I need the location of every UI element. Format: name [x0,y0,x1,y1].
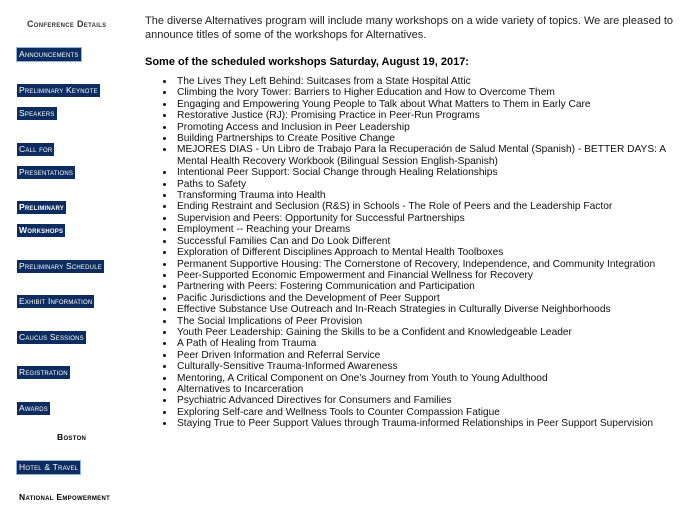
list-item: • Partnering with Peers: Fostering Communication and Participation [175,281,697,292]
list-item: • Alternatives to Incarceration [175,384,697,395]
list-item: • Staying True to Peer Support Values through Trauma-informed Relationships in Peer Support Supervision [175,418,697,429]
sidebar-nav [0,0,140,509]
list-item: • Exploring Self-care and Wellness Tools to Counter Compassion Fatigue [175,407,697,418]
sidebar-link-speakers[interactable]: Speakers [19,108,55,118]
list-item: • Successful Families Can and Do Look Different [175,236,697,247]
list-item: • Employment -- Reaching your Dreams [175,224,697,235]
list-item: • Permanent Supportive Housing: The Cornerstone of Recovery, Independence, and Community Integration [175,259,697,270]
list-item: • Peer-Supported Economic Empowerment and Financial Wellness for Recovery [175,270,697,281]
main-content [145,14,697,430]
sidebar-link-call-for[interactable]: Call for [19,144,53,154]
list-item: • Intentional Peer Support: Social Change through Healing Relationships [175,167,697,178]
list-item: • Restorative Justice (RJ): Promising Practice in Peer-Run Programs [175,110,697,121]
sidebar-link-preliminary-keynote[interactable]: Preliminary Keynote [19,85,98,95]
list-item: • Supervision and Peers: Opportunity for Successful Partnerships [175,213,697,224]
sidebar-link-presentations[interactable]: Presentations [19,167,74,177]
sidebar-link-caucus-sessions[interactable]: Caucus Sessions [19,332,84,342]
list-item: • Youth Peer Leadership: Gaining the Skills to be a Confident and Knowledgeable Leader [175,327,697,338]
list-item: • Effective Substance Use Outreach and In-Reach Strategies in Culturally Diverse Neighborhoods [175,304,697,315]
sidebar-label-national-empowerment: National Empowerment [19,492,111,502]
list-item: • The Social Implications of Peer Provision [175,316,697,327]
list-item: • Engaging and Empowering Young People to Talk about What Matters to Them in Early Care [175,99,697,110]
list-item: • Mentoring, A Critical Component on One's Journey from Youth to Young Adulthood [175,373,697,384]
list-item: • Building Partnerships to Create Positive Change [175,133,697,144]
list-item: • Ending Restraint and Seclusion (R&S) in Schools - The Role of Peers and the Leadership Factor [175,201,697,212]
list-item: • Paths to Safety [175,179,697,190]
list-item: • Transforming Trauma into Health [175,190,697,201]
sidebar-link-awards[interactable]: Awards [19,403,48,413]
sidebar-link-announcements[interactable]: Announcements [19,49,79,59]
sidebar-link-registration[interactable]: Registration [19,367,68,377]
list-item: • Culturally-Sensitive Trauma-Informed Awareness [175,361,697,372]
workshops-subheading: Some of the scheduled workshops Saturday, August 19, 2017: [145,56,469,68]
intro-paragraph: The diverse Alternatives program will include many workshops on a wide variety of topics. We are pleased to announce titles of some of the workshops for Alternatives. [145,15,674,41]
sidebar-link-hotel-travel[interactable]: Hotel & Travel [19,462,79,472]
list-item: • Peer Driven Information and Referral Service [175,350,697,361]
sidebar-link-preliminary-schedule[interactable]: Preliminary Schedule [19,261,102,271]
list-item: • The Lives They Left Behind: Suitcases from a State Hospital Attic [175,76,697,87]
workshop-list [145,76,697,430]
sidebar-label-boston: Boston [57,432,87,442]
list-item: • Exploration of Different Disciplines Approach to Mental Health Toolboxes [175,247,697,258]
list-item: • A Path of Healing from Trauma [175,338,697,349]
list-item: • Psychiatric Advanced Directives for Consumers and Families [175,395,697,406]
list-item: • Promoting Access and Inclusion in Peer Leadership [175,122,697,133]
list-item: • MEJORES DIAS - Un Libro de Trabajo Para la Recuperación de Salud Mental (Spanish) - BETTER DAYS: A Mental Health Recovery Workbook (Bilingual Session English-Spanish) [175,144,697,167]
list-item: • Climbing the Ivory Tower: Barriers to Higher Education and How to Overcome Them [175,87,697,98]
sidebar-link-preliminary[interactable]: Preliminary [19,202,64,212]
sidebar-heading: Conference Details [27,19,107,29]
sidebar-link-exhibit-information[interactable]: Exhibit Information [19,296,93,306]
sidebar-link-workshops[interactable]: Workshops [19,225,64,235]
list-item: • Pacific Jurisdictions and the Development of Peer Support [175,293,697,304]
